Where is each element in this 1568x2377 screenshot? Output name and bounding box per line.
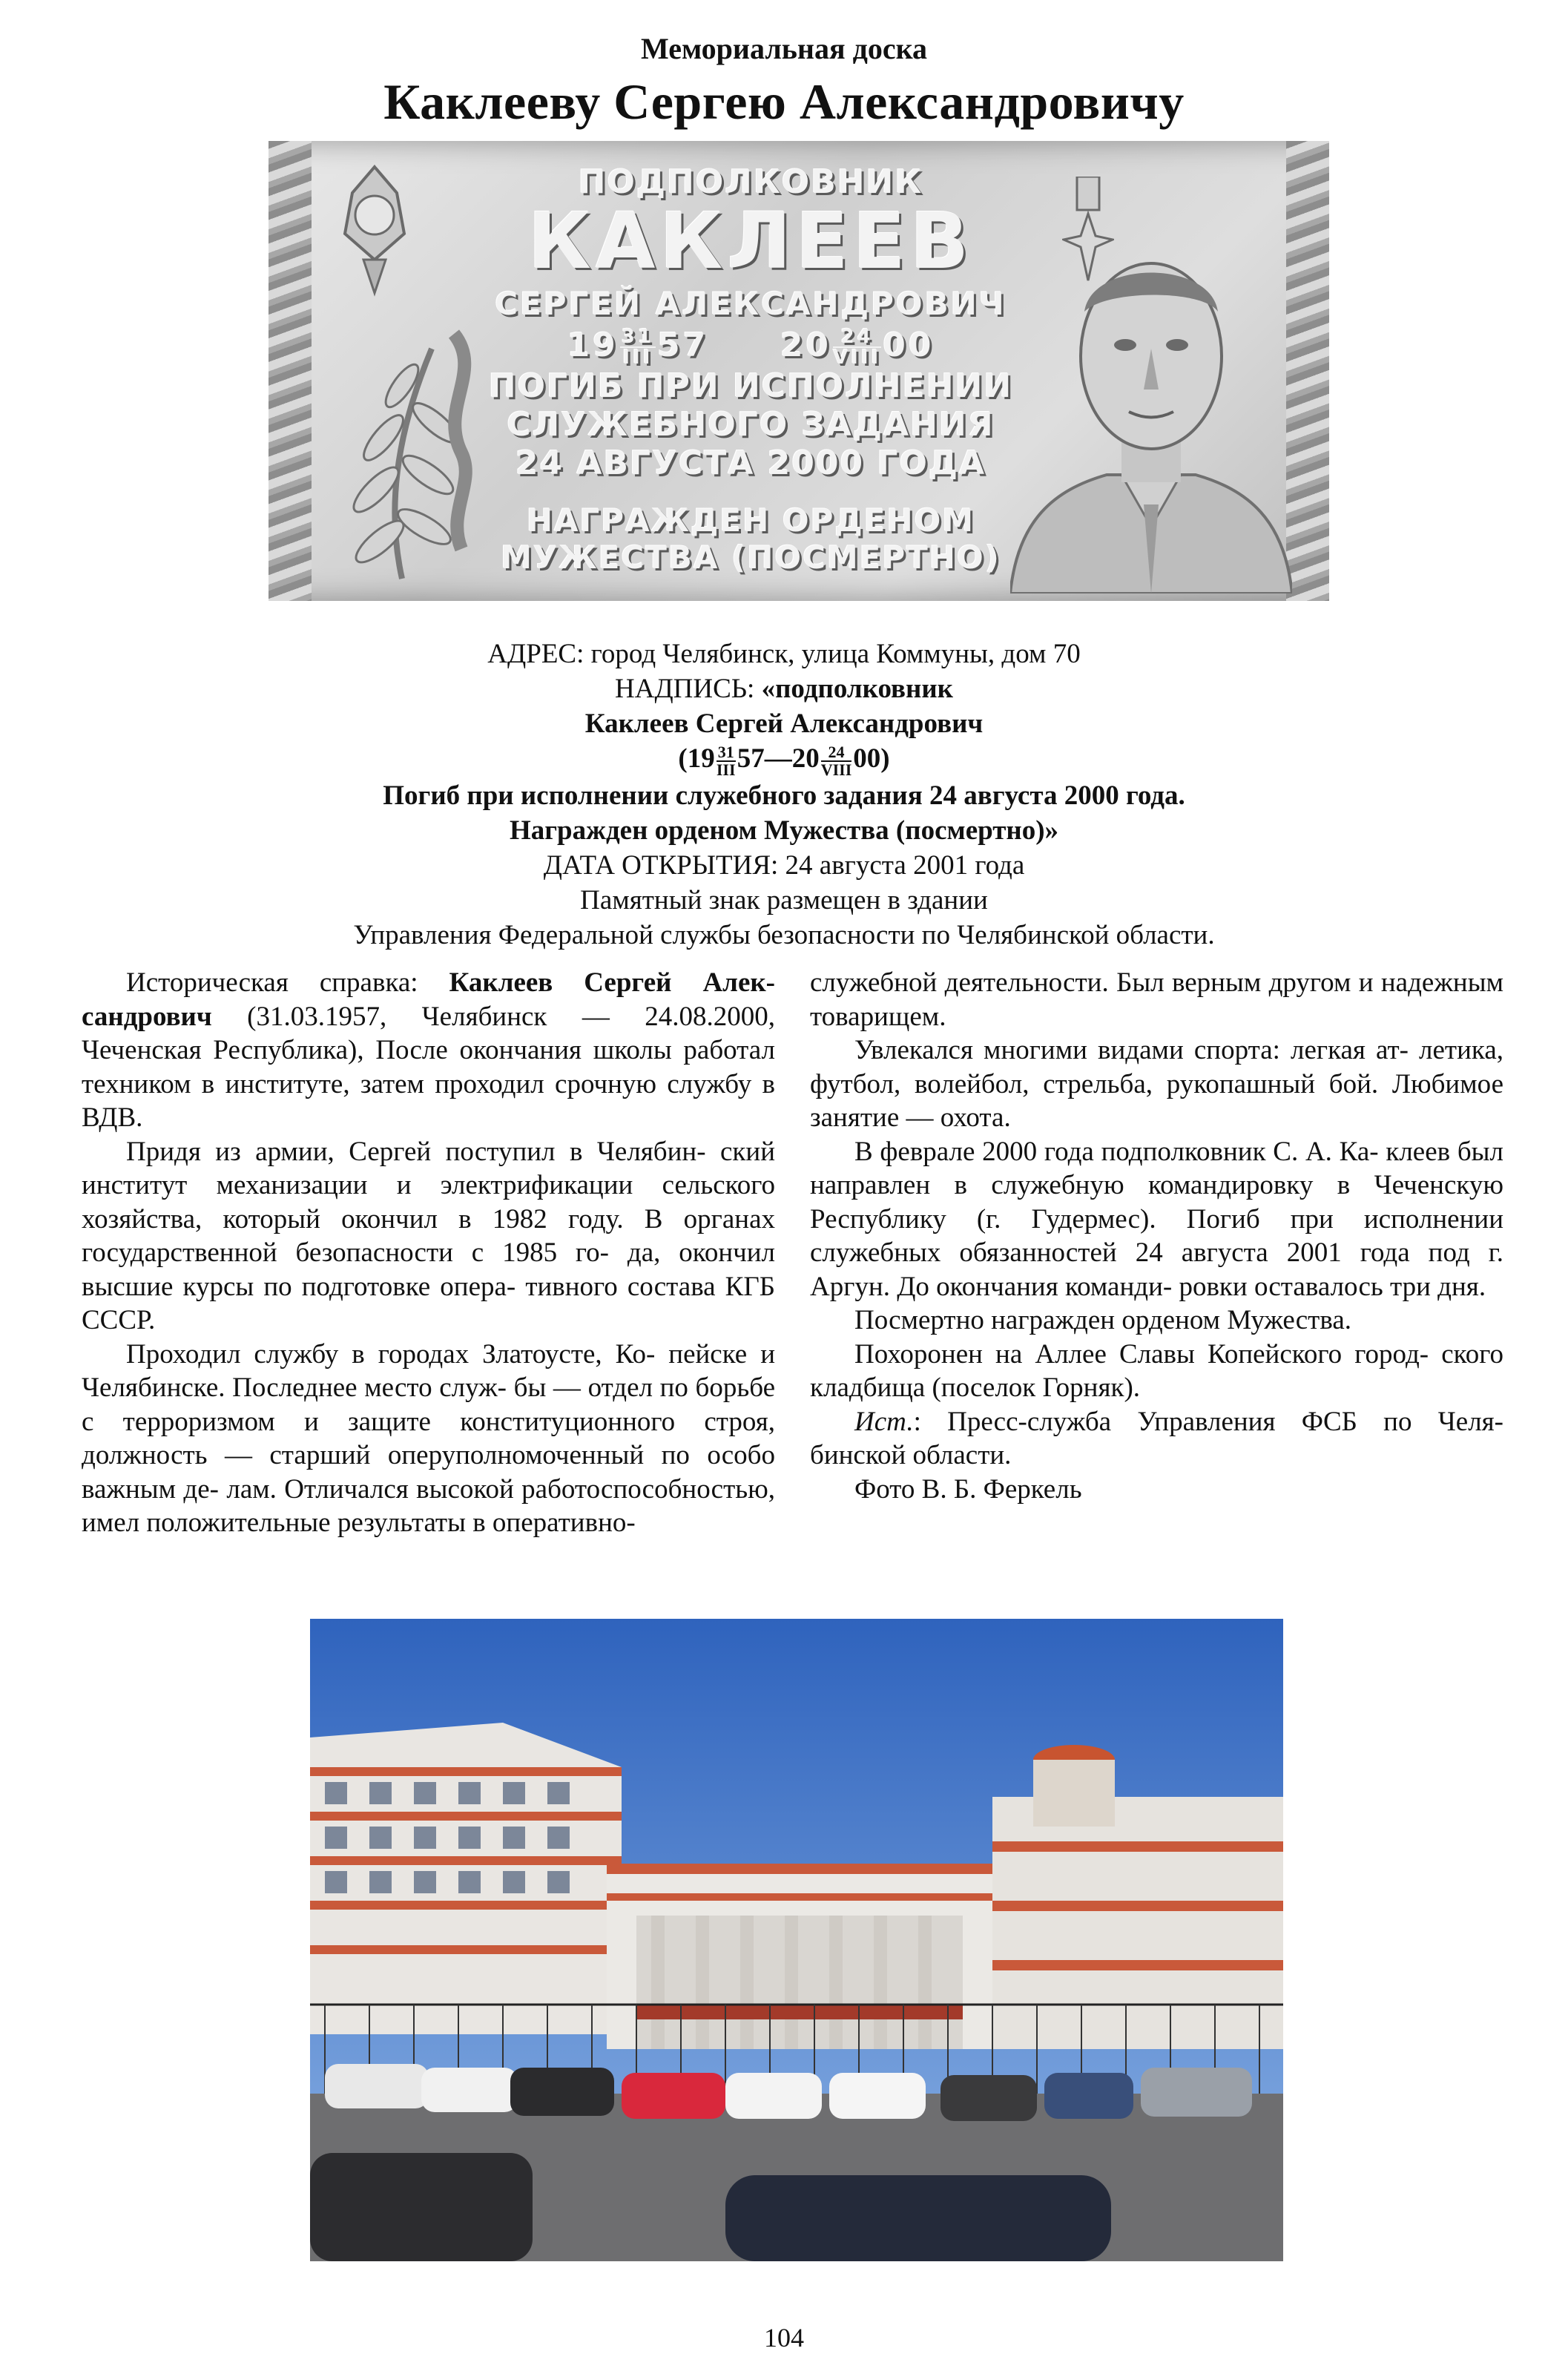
plaque-award-line-2: МУЖЕСТВА (ПОСМЕРТНО) — [501, 539, 1001, 576]
paragraph-history: Историческая справка: Каклеев Сергей Алек- сандрович (31.03.1957, Челябинск — 24.08.2000, Чеченская Республика), После окончания школы работал техником в институте, затем проходил срочную службу в ВДВ. — [82, 967, 776, 1133]
plaque-caption — [148, 637, 1420, 953]
plaque-award-line-1: НАГРАЖДЕН ОРДЕНОМ — [526, 502, 975, 539]
paragraph-service: Проходил службу в городах Златоусте, Ко- пейске и Челябинске. Последнее место служ- бы — отдел по борьбе с терроризмом и защите конституционного строя, должность — старший оперуполномоченный по особо важным де- лам. Отличался высокой работоспособностью, имел положительные результаты в оперативно- — [82, 1338, 775, 1538]
page-title: Каклееву Сергею Александровичу — [383, 73, 1185, 130]
page-subtitle: Мемориальная доска — [640, 32, 928, 65]
paragraph-education: Придя из армии, Сергей поступил в Челябин- ский институт механизации и электрификации сельского хозяйства, который окончил в 1982 году. В органах государственной безопасности с 1985 го- да, окончил высшие курсы по подготовке опера- тивного состава КГБ СССР. — [82, 1136, 775, 1335]
plaque-rank: ПОДПОЛКОВНИК — [578, 163, 923, 201]
plaque-dates: 19 $\frac{31}{\text{III}}$ 57 20 $\frac{24}{\text{VIII}}$ 00 — [567, 326, 935, 369]
paragraph-burial: Похоронен на Аллее Славы Копейского город- ского кладбища (поселок Горняк). — [810, 1338, 1503, 1403]
paragraph-award: Посмертно награжден орденом Мужества. — [854, 1305, 1351, 1335]
plaque-border-right — [1286, 141, 1329, 601]
plaque-award — [454, 502, 1047, 577]
plaque-line-3: 24 АВГУСТА 2000 ГОДА — [515, 444, 986, 482]
article-column-left — [82, 966, 775, 1540]
inscription-line-3: Погиб при исполнении служебного задания 24 августа 2000 года. — [383, 780, 1185, 811]
page-number: 104 — [764, 2323, 804, 2353]
building-photo-image — [310, 1619, 1283, 2261]
paragraph-service-cont: служебной деятельности. Был верным другом и надежным товарищем. — [810, 967, 1503, 1032]
paragraph-sport: Увлекался многими видами спорта: легкая ат- летика, футбол, волейбол, стрельба, рукопашный бой. Любимое занятие — охота. — [810, 1035, 1503, 1133]
location-line-1: Памятный знак размещен в здании — [580, 884, 988, 915]
plaque-line-2: СЛУЖЕБНОГО ЗАДАНИЯ — [507, 405, 995, 444]
plaque-inscription — [454, 163, 1047, 577]
opening-date: ДАТА ОТКРЫТИЯ: 24 августа 2001 года — [543, 849, 1025, 881]
plaque-line-1: ПОГИБ ПРИ ИСПОЛНЕНИИ — [488, 367, 1013, 405]
plaque-name: СЕРГЕЙ АЛЕКСАНДРОВИЧ — [495, 286, 1007, 322]
inscription-dates: (19 $\frac{31}{\text{III}}$ 57—20 $\frac{24}{\text{VIII}}$ 00) — [678, 742, 890, 779]
location-line-2: Управления Федеральной службы безопасности по Челябинской области. — [353, 919, 1215, 950]
memorial-plaque-photo — [269, 141, 1329, 601]
address-line: АДРЕС: город Челябинск, улица Коммуны, дом 70 — [487, 639, 1081, 669]
fsb-emblem-icon — [334, 163, 415, 297]
paragraph-chechnya: В феврале 2000 года подполковник С. А. Ка- клеев был направлен в служебную командировку в Чеченскую Республику (г. Гудермес). Погиб при исполнении служебных обязанностей 24 августа 2001 года под г. Аргун. До окончания команди- ровки оставалось три дня. — [810, 1136, 1503, 1302]
building-photo — [310, 1619, 1283, 2261]
paragraph-photo-credit: Фото В. Б. Феркель — [854, 1473, 1082, 1505]
paragraph-source: Ист.: Пресс-служба Управления ФСБ по Челя- бинской области. — [810, 1406, 1503, 1470]
article-column-right — [810, 966, 1503, 1506]
plaque-border-left — [269, 141, 312, 601]
portrait-relief-image — [1010, 208, 1292, 594]
plaque-surname: КАКЛЕЕВ — [527, 196, 974, 286]
inscription-name: Каклеев Сергей Александрович — [584, 709, 984, 739]
inscription-line-1: НАДПИСЬ: «подполковник — [615, 674, 953, 704]
inscription-line-4: Награжден орденом Мужества (посмертно)» — [509, 815, 1059, 846]
